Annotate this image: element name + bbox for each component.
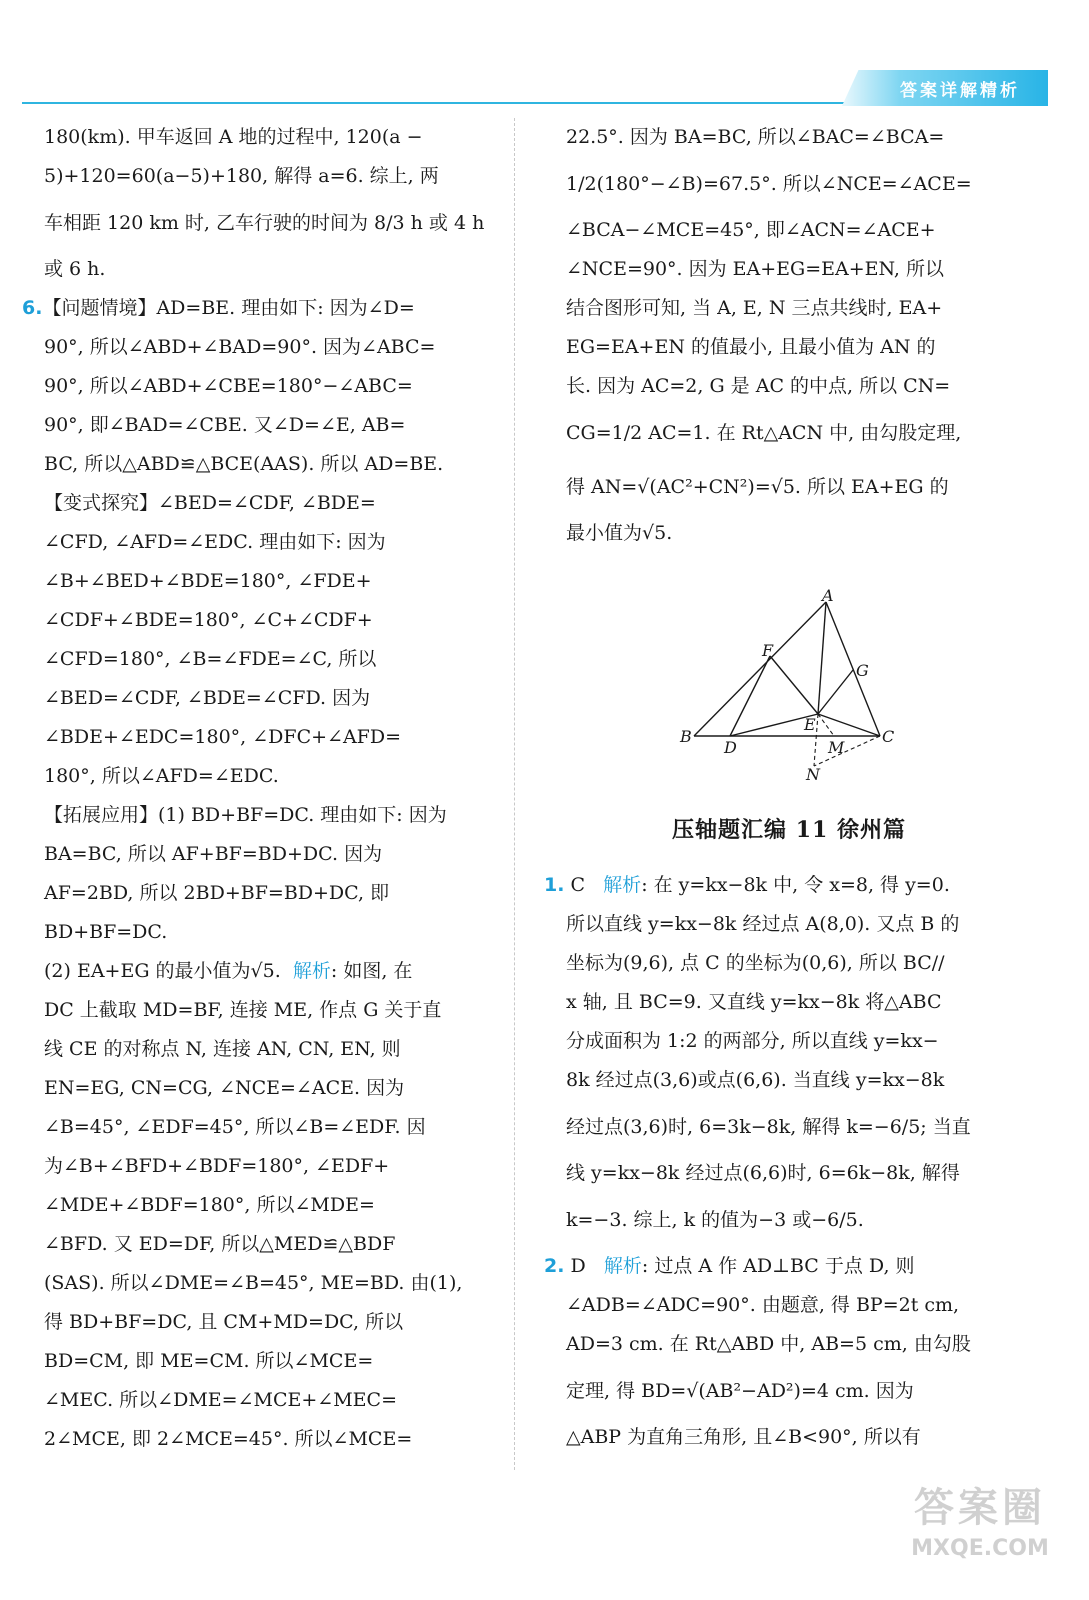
text-line: 或 6 h. (44, 258, 106, 280)
label-f: F (762, 641, 774, 660)
text-line: ∠MEC. 所以∠DME=∠MCE+∠MEC= (44, 1389, 397, 1411)
text-line: : 如图, 在 (330, 960, 413, 982)
text-line: 8k 经过点(3,6)或点(6,6). 当直线 y=kx−8k (566, 1069, 945, 1091)
watermark-text: 答案圈 (914, 1485, 1046, 1531)
header-title: 答案详解精析 (900, 81, 1020, 101)
segment-ae (818, 602, 826, 714)
segment-ec (818, 714, 880, 736)
parse-line (44, 952, 494, 991)
segment-fe (770, 656, 818, 714)
text-line: 分成面积为 1:2 的两部分, 所以直线 y=kx− (566, 1030, 939, 1052)
text-line: BD+BF=DC. (44, 921, 168, 943)
question-6-line (22, 289, 494, 328)
text-line: BC, 所以△ABD≌△BCE(AAS). 所以 AD=BE. (44, 453, 444, 475)
label-d: D (724, 738, 737, 757)
text-line: 【拓展应用】(1) BD+BF=DC. 理由如下: 因为 (44, 804, 447, 826)
label-m: M (828, 738, 845, 757)
text-line: ∠B+∠BED+∠BDE=180°, ∠FDE+ (44, 570, 372, 592)
text-line: ∠BCA−∠MCE=45°, 即∠ACN=∠ACE+ (566, 219, 936, 241)
label-e: E (804, 715, 816, 734)
text-line: CG=1/2 AC=1. 在 Rt△ACN 中, 由勾股定理, (566, 422, 962, 444)
text-line: k=−3. 综上, k 的值为−3 或−6/5. (566, 1209, 864, 1231)
text-line: x 轴, 且 BC=9. 又直线 y=kx−8k 将△ABC (566, 991, 942, 1013)
text-line: 90°, 所以∠ABD+∠BAD=90°. 因为∠ABC= (44, 336, 436, 358)
parse-label: 解析 (292, 960, 331, 982)
text-line: 长. 因为 AC=2, G 是 AC 的中点, 所以 CN= (566, 375, 951, 397)
left-column (22, 118, 494, 1459)
right-column-lower (544, 866, 1012, 1457)
text-line: (2) EA+EG 的最小值为√5. (44, 960, 281, 982)
answer: D (570, 1255, 586, 1277)
text-line: DC 上截取 MD=BF, 连接 ME, 作点 G 关于直 (44, 999, 442, 1021)
text-line: 90°, 即∠BAD=∠CBE. 又∠D=∠E, AB= (44, 414, 406, 436)
text-line: 所以直线 y=kx−8k 经过点 A(8,0). 又点 B 的 (566, 913, 960, 935)
text-line: △ABP 为直角三角形, 且∠B<90°, 所以有 (566, 1426, 921, 1448)
answer: C (570, 874, 586, 896)
text-line: 1/2(180°−∠B)=67.5°. 所以∠NCE=∠ACE= (566, 173, 972, 195)
question-number: 1. (544, 874, 565, 896)
text-line: 90°, 所以∠ABD+∠CBE=180°−∠ABC= (44, 375, 413, 397)
label-a: A (822, 586, 834, 605)
label-n: N (806, 765, 820, 784)
label-c: C (882, 727, 895, 746)
text-line: ∠CFD=180°, ∠B=∠FDE=∠C, 所以 (44, 648, 377, 670)
label-g: G (856, 661, 869, 680)
text-line: 为∠B+∠BFD+∠BDF=180°, ∠EDF+ (44, 1155, 390, 1177)
text-line: BD=CM, 即 ME=CM. 所以∠MCE= (44, 1350, 374, 1372)
section-title: 压轴题汇编 11 徐州篇 (672, 817, 906, 843)
text-line: 线 CE 的对称点 N, 连接 AN, CN, EN, 则 (44, 1038, 401, 1060)
question-number: 6. (22, 297, 43, 319)
text-line: 5)+120=60(a−5)+180, 解得 a=6. 综上, 两 (44, 165, 439, 187)
text-line: (SAS). 所以∠DME=∠B=45°, ME=BD. 由(1), (44, 1272, 463, 1294)
text-line: ∠BED=∠CDF, ∠BDE=∠CFD. 因为 (44, 687, 371, 709)
text-line: : 过点 A 作 AD⊥BC 于点 D, 则 (641, 1255, 915, 1277)
text-line: 【问题情境】AD=BE. 理由如下: 因为∠D= (42, 297, 415, 319)
segment-df (730, 656, 770, 736)
text-line: 坐标为(9,6), 点 C 的坐标为(0,6), 所以 BC// (566, 952, 945, 974)
text-line: 180°, 所以∠AFD=∠EDC. (44, 765, 279, 787)
text-line: ∠ADB=∠ADC=90°. 由题意, 得 BP=2t cm, (566, 1294, 960, 1316)
text-line: ∠CDF+∠BDE=180°, ∠C+∠CDF+ (44, 609, 373, 631)
parse-label: 解析 (603, 1255, 642, 1277)
text-line: BA=BC, 所以 AF+BF=BD+DC. 因为 (44, 843, 383, 865)
text-line: 经过点(3,6)时, 6=3k−8k, 解得 k=−6/5; 当直 (566, 1116, 971, 1138)
text-line: 【变式探究】∠BED=∠CDF, ∠BDE= (44, 492, 376, 514)
text-line: 得 BD+BF=DC, 且 CM+MD=DC, 所以 (44, 1311, 404, 1333)
text-line: ∠CFD, ∠AFD=∠EDC. 理由如下: 因为 (44, 531, 386, 553)
text-line: AF=2BD, 所以 2BD+BF=BD+DC, 即 (44, 882, 390, 904)
text-line: 结合图形可知, 当 A, E, N 三点共线时, EA+ (566, 297, 943, 319)
watermark-url: MXQE.COM (911, 1536, 1049, 1561)
text-line: ∠BDE+∠EDC=180°, ∠DFC+∠AFD= (44, 726, 402, 748)
segment-eg (818, 670, 853, 714)
text-line: EN=EG, CN=CG, ∠NCE=∠ACE. 因为 (44, 1077, 405, 1099)
text-line: 最小值为√5. (566, 522, 673, 544)
text-line: : 在 y=kx−8k 中, 令 x=8, 得 y=0. (641, 874, 950, 896)
question-1-line (544, 866, 1012, 905)
geometry-diagram (676, 586, 902, 786)
text-line: 线 y=kx−8k 经过点(6,6)时, 6=6k−8k, 解得 (566, 1162, 960, 1184)
question-2-line (544, 1247, 1012, 1286)
parse-label: 解析 (603, 874, 642, 896)
watermark (890, 1480, 1070, 1592)
right-column (566, 118, 1012, 553)
text-line: 得 AN=√(AC²+CN²)=√5. 所以 EA+EG 的 (566, 476, 949, 498)
text-line: ∠NCE=90°. 因为 EA+EG=EA+EN, 所以 (566, 258, 945, 280)
column-divider (514, 118, 515, 1470)
segment-ac (826, 602, 880, 736)
text-line: AD=3 cm. 在 Rt△ABD 中, AB=5 cm, 由勾股 (566, 1333, 971, 1355)
text-line: ∠MDE+∠BDF=180°, 所以∠MDE= (44, 1194, 375, 1216)
text-line: 定理, 得 BD=√(AB²−AD²)=4 cm. 因为 (566, 1380, 914, 1402)
text-line: EG=EA+EN 的值最小, 且最小值为 AN 的 (566, 336, 936, 358)
text-line: ∠BFD. 又 ED=DF, 所以△MED≌△BDF (44, 1233, 396, 1255)
segment-cn-dashed (814, 736, 880, 766)
text-line: 车相距 120 km 时, 乙车行驶的时间为 8/3 h 或 4 h (44, 212, 485, 234)
text-line: 2∠MCE, 即 2∠MCE=45°. 所以∠MCE= (44, 1428, 413, 1450)
text-line: 22.5°. 因为 BA=BC, 所以∠BAC=∠BCA= (566, 126, 945, 148)
label-b: B (680, 727, 692, 746)
text-line: ∠B=45°, ∠EDF=45°, 所以∠B=∠EDF. 因 (44, 1116, 426, 1138)
question-number: 2. (544, 1255, 565, 1277)
text-line: 180(km). 甲车返回 A 地的过程中, 120(a − (44, 126, 423, 148)
